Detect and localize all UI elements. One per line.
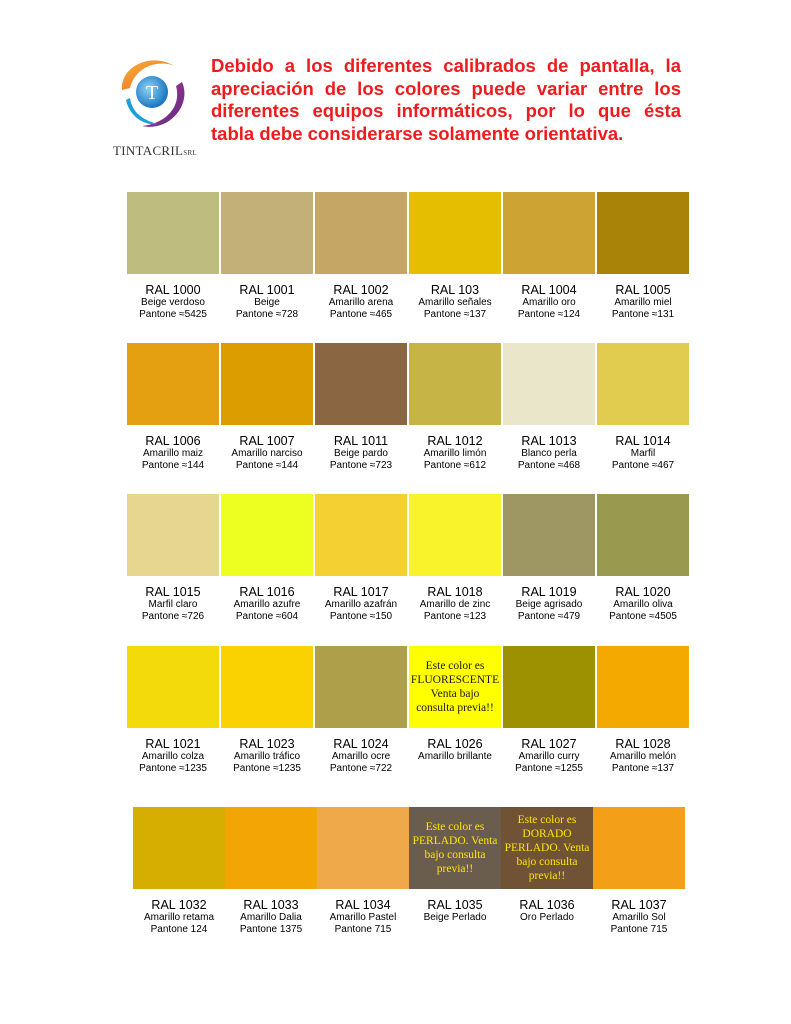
availability-note: Este color es FLUORESCENTE Venta bajo consulta previa!! — [410, 660, 500, 714]
color-card — [315, 343, 407, 472]
logo-letter: T — [145, 82, 159, 104]
ral-code: RAL 1037 — [611, 898, 667, 912]
color-card — [127, 343, 219, 472]
color-card — [503, 646, 595, 775]
color-swatch — [503, 192, 595, 274]
color-name: Amarillo colza — [141, 751, 205, 762]
pantone-ref: Pantone ≈479 — [517, 611, 581, 622]
ral-code: RAL 1006 — [145, 434, 201, 448]
color-card — [409, 343, 501, 472]
pantone-ref: Pantone ≈604 — [235, 611, 299, 622]
color-name: Oro Perlado — [520, 912, 574, 923]
ral-code: RAL 1024 — [333, 737, 389, 751]
color-card — [315, 494, 407, 623]
color-card — [315, 646, 407, 775]
color-card — [597, 646, 689, 775]
color-name: Amarillo melón — [609, 751, 677, 762]
color-swatch — [503, 494, 595, 576]
ral-code: RAL 1000 — [145, 283, 201, 297]
color-card — [133, 807, 225, 936]
ral-code: RAL 1034 — [335, 898, 391, 912]
ral-code: RAL 1027 — [521, 737, 577, 751]
color-swatch — [317, 807, 409, 889]
color-swatch — [409, 192, 501, 274]
color-card — [315, 192, 407, 321]
color-swatch — [409, 494, 501, 576]
color-card — [503, 494, 595, 623]
color-swatch — [597, 646, 689, 728]
availability-note: Este color es PERLADO. Venta bajo consulta previa!! — [412, 821, 498, 875]
tintacril-logo — [112, 52, 192, 132]
color-name: Amarillo azufre — [233, 599, 301, 610]
ral-code: RAL 1033 — [243, 898, 299, 912]
color-card — [409, 494, 501, 623]
color-swatch — [597, 343, 689, 425]
ral-code: RAL 1012 — [427, 434, 483, 448]
color-swatch — [315, 343, 407, 425]
color-name: Amarillo señales — [418, 297, 492, 308]
availability-note: Este color es DORADO PERLADO. Venta bajo consulta previa!! — [504, 814, 590, 882]
pantone-ref: Pantone 715 — [334, 924, 392, 935]
color-card — [409, 192, 501, 321]
ral-code: RAL 1036 — [519, 898, 575, 912]
color-swatch — [127, 646, 219, 728]
ral-code: RAL 1002 — [333, 283, 389, 297]
color-name: Marfil claro — [148, 599, 198, 610]
pantone-ref: Pantone ≈1235 — [233, 763, 301, 774]
pantone-ref: Pantone ≈123 — [423, 611, 487, 622]
color-card — [221, 494, 313, 623]
ral-code: RAL 1021 — [145, 737, 201, 751]
color-card — [127, 646, 219, 775]
pantone-ref: Pantone ≈131 — [611, 309, 675, 320]
ral-code: RAL 1001 — [239, 283, 295, 297]
ral-code: RAL 1028 — [615, 737, 671, 751]
ral-code: RAL 1019 — [521, 585, 577, 599]
color-card — [317, 807, 409, 936]
color-swatch — [225, 807, 317, 889]
ral-code: RAL 1011 — [333, 434, 389, 448]
pantone-ref: Pantone ≈1255 — [515, 763, 583, 774]
pantone-ref: Pantone 715 — [610, 924, 668, 935]
color-card — [593, 807, 685, 936]
color-card — [221, 192, 313, 321]
ral-code: RAL 1026 — [427, 737, 483, 751]
pantone-ref: Pantone ≈722 — [329, 763, 393, 774]
color-swatch — [315, 646, 407, 728]
color-name: Amarillo Pastel — [329, 912, 397, 923]
color-name: Amarillo oliva — [613, 599, 673, 610]
color-swatch — [503, 646, 595, 728]
color-card — [225, 807, 317, 936]
color-name: Amarillo Dalia — [240, 912, 302, 923]
color-name: Amarillo de zinc — [419, 599, 491, 610]
color-name: Beige Perlado — [423, 912, 487, 923]
color-swatch — [127, 343, 219, 425]
color-swatch — [221, 192, 313, 274]
pantone-ref: Pantone ≈612 — [423, 460, 487, 471]
color-name: Amarillo limón — [423, 448, 487, 459]
color-name: Amarillo narciso — [231, 448, 303, 459]
color-name: Amarillo curry — [518, 751, 580, 762]
color-swatch — [597, 494, 689, 576]
ral-code: RAL 1013 — [521, 434, 577, 448]
ral-code: RAL 1032 — [151, 898, 207, 912]
color-card — [409, 807, 501, 924]
pantone-ref: Pantone ≈468 — [517, 460, 581, 471]
color-swatch — [315, 494, 407, 576]
color-card — [127, 494, 219, 623]
color-card — [503, 192, 595, 321]
color-swatch — [501, 807, 593, 889]
color-name: Beige verdoso — [141, 297, 205, 308]
pantone-ref: Pantone ≈723 — [329, 460, 393, 471]
color-swatch — [409, 343, 501, 425]
pantone-ref: Pantone 1375 — [239, 924, 303, 935]
color-swatch — [503, 343, 595, 425]
color-name: Amarillo tráfico — [233, 751, 301, 762]
color-name: Amarillo retama — [143, 912, 215, 923]
color-card — [503, 343, 595, 472]
color-swatch — [127, 494, 219, 576]
color-card — [501, 807, 593, 924]
color-swatch — [409, 807, 501, 889]
pantone-ref: Pantone 124 — [150, 924, 208, 935]
pantone-ref: Pantone ≈5425 — [139, 309, 207, 320]
pantone-ref: Pantone ≈467 — [611, 460, 675, 471]
ral-code: RAL 1014 — [615, 434, 671, 448]
ral-code: RAL 1016 — [239, 585, 295, 599]
pantone-ref: Pantone ≈137 — [423, 309, 487, 320]
pantone-ref: Pantone ≈150 — [329, 611, 393, 622]
color-swatch — [221, 646, 313, 728]
color-swatch — [597, 192, 689, 274]
pantone-ref: Pantone ≈144 — [235, 460, 299, 471]
ral-code: RAL 1018 — [427, 585, 483, 599]
ral-code: RAL 1007 — [239, 434, 295, 448]
color-swatch — [127, 192, 219, 274]
brand-name: TINTACRILSRL — [113, 143, 198, 158]
ral-code: RAL 1004 — [521, 283, 577, 297]
color-name: Beige agrisado — [515, 599, 583, 610]
pantone-ref: Pantone ≈728 — [235, 309, 299, 320]
pantone-ref: Pantone ≈124 — [517, 309, 581, 320]
color-card — [597, 494, 689, 623]
color-card — [597, 343, 689, 472]
color-swatch — [409, 646, 501, 728]
color-card — [127, 192, 219, 321]
color-swatch — [221, 343, 313, 425]
ral-code: RAL 1035 — [427, 898, 483, 912]
color-swatch — [593, 807, 685, 889]
color-name: Amarillo azafrán — [324, 599, 398, 610]
ral-code: RAL 1020 — [615, 585, 671, 599]
ral-code: RAL 1005 — [615, 283, 671, 297]
color-swatch — [315, 192, 407, 274]
color-card — [221, 343, 313, 472]
color-name: Amarillo ocre — [331, 751, 391, 762]
color-swatch — [133, 807, 225, 889]
ral-code: RAL 1017 — [333, 585, 389, 599]
color-name: Blanco perla — [521, 448, 577, 459]
color-name: Amarillo brillante — [418, 751, 492, 762]
color-swatch — [221, 494, 313, 576]
pantone-ref: Pantone ≈137 — [611, 763, 675, 774]
pantone-ref: Pantone ≈465 — [329, 309, 393, 320]
color-name: Amarillo maiz — [142, 448, 203, 459]
ral-code: RAL 1015 — [145, 585, 201, 599]
pantone-ref: Pantone ≈144 — [141, 460, 205, 471]
color-name: Amarillo miel — [614, 297, 672, 308]
color-card — [409, 646, 501, 763]
color-name: Beige — [254, 297, 280, 308]
pantone-ref: Pantone ≈1235 — [139, 763, 207, 774]
color-name: Beige pardo — [334, 448, 388, 459]
pantone-ref: Pantone ≈4505 — [609, 611, 677, 622]
color-card — [597, 192, 689, 321]
calibration-notice: Debido a los diferentes calibrados de pantalla, la apreciación de los colores puede variar entre los diferentes equipos informáticos, por lo que ésta tabla debe considerarse solamente orientativa. — [211, 55, 681, 144]
color-name: Amarillo arena — [328, 297, 394, 308]
color-name: Amarillo Sol — [612, 912, 666, 923]
color-name: Amarillo oro — [522, 297, 576, 308]
color-name: Marfil — [630, 448, 656, 459]
ral-code: RAL 1023 — [239, 737, 295, 751]
ral-code: RAL 103 — [430, 283, 480, 297]
pantone-ref: Pantone ≈726 — [141, 611, 205, 622]
color-card — [221, 646, 313, 775]
